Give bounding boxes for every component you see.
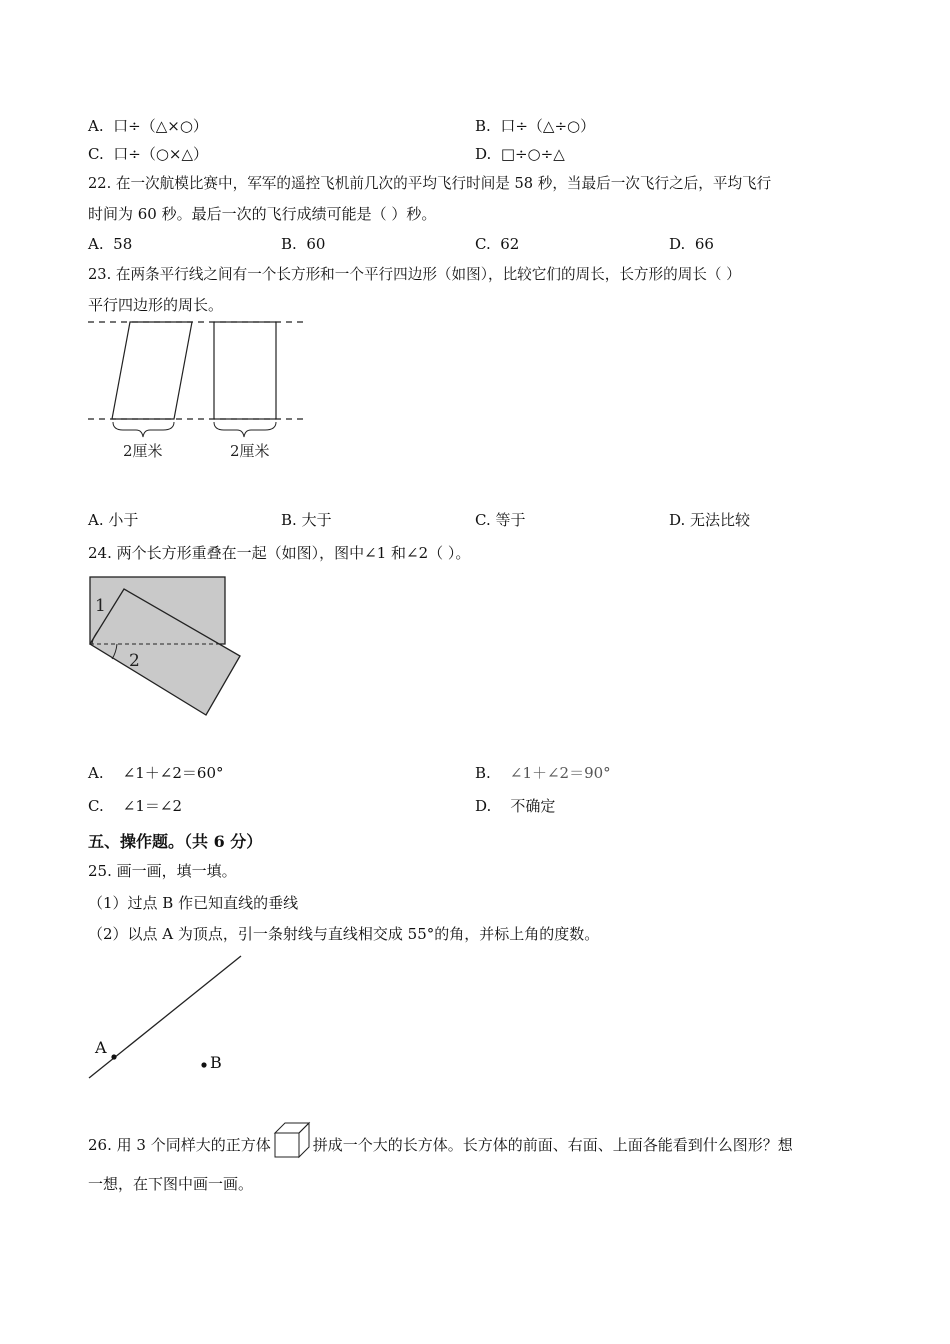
option-text: 66 — [694, 235, 714, 253]
point-b-label: B — [210, 1053, 222, 1072]
section-heading: 五、操作题。（共 6 分） — [88, 832, 263, 851]
parallelogram-base-label: 2厘米 — [123, 442, 163, 460]
point-b-dot — [201, 1062, 206, 1067]
option-text: 无法比较 — [690, 511, 751, 529]
q22-stem-line1: 22. 在一次航模比赛中，军军的遥控飞机前几次的平均飞行时间是 58 秒，当最后一次飞行之后，平均飞行 — [88, 175, 772, 192]
option-text: 60 — [306, 235, 326, 253]
angle1-label: 1 — [95, 596, 106, 616]
q23-stem-line1: 23. 在两条平行线之间有一个长方形和一个平行四边形（如图），比较它们的周长，长方形的周长（ ） — [88, 266, 741, 283]
option-text: 口÷（△÷○） — [500, 117, 596, 135]
q23-stem-line2: 平行四边形的周长。 — [88, 296, 224, 314]
option-text: ∠1＋∠2＝90° — [509, 764, 611, 782]
option-text: 58 — [113, 235, 133, 253]
option-letter: C. — [88, 797, 104, 815]
option-letter: D. — [669, 511, 686, 529]
cube-icon — [273, 1121, 311, 1159]
option-text: 口÷（○×△） — [113, 145, 209, 163]
option-text: 小于 — [108, 511, 139, 529]
option-letter: C. — [475, 235, 491, 253]
option-letter: B. — [281, 511, 297, 529]
option-letter: A. — [88, 511, 104, 529]
q25-part2: （2）以点 A 为顶点，引一条射线与直线相交成 55°的角，并标上角的度数。 — [88, 925, 600, 943]
q26-text-after: 拼成一个大的长方体。长方体的前面、右面、上面各能看到什么图形？想 — [312, 1136, 793, 1154]
q26-text-before: 26. 用 3 个同样大的正方体 — [88, 1136, 271, 1154]
q24-stem: 24. 两个长方形重叠在一起（如图），图中∠1 和∠2（ ）。 — [88, 544, 471, 562]
q26-stem-line2: 一想，在下图中画一画。 — [88, 1175, 254, 1193]
option-text: 大于 — [301, 511, 332, 529]
option-letter: A. — [88, 764, 104, 782]
option-letter: B. — [475, 117, 491, 135]
q22-stem-line2: 时间为 60 秒。最后一次的飞行成绩可能是（ ）秒。 — [88, 205, 437, 223]
option-text: 62 — [500, 235, 520, 253]
option-text: 等于 — [495, 511, 526, 529]
option-text: 口÷（△×○） — [113, 117, 208, 135]
point-a-label: A — [95, 1038, 107, 1057]
option-letter: B. — [281, 235, 297, 253]
option-text: □÷○÷△ — [500, 145, 565, 163]
option-letter: C. — [88, 145, 104, 163]
option-text: ∠1＋∠2＝60° — [122, 764, 224, 782]
angle2-label: 2 — [129, 651, 140, 671]
option-letter: D. — [669, 235, 686, 253]
rectangle-base-label: 2厘米 — [230, 442, 270, 460]
option-letter: D. — [475, 145, 492, 163]
option-text: ∠1＝∠2 — [122, 797, 183, 815]
option-letter: D. — [475, 797, 492, 815]
q26-stem-line1 — [88, 1133, 793, 1159]
option-text: 不确定 — [510, 797, 556, 815]
option-letter: A. — [88, 235, 104, 253]
q25-stem: 25. 画一画，填一填。 — [88, 862, 237, 880]
option-letter: B. — [475, 764, 491, 782]
option-letter: C. — [475, 511, 491, 529]
point-a-dot — [111, 1054, 116, 1059]
option-letter: A. — [88, 117, 104, 135]
q25-part1: （1）过点 B 作已知直线的垂线 — [88, 894, 299, 912]
